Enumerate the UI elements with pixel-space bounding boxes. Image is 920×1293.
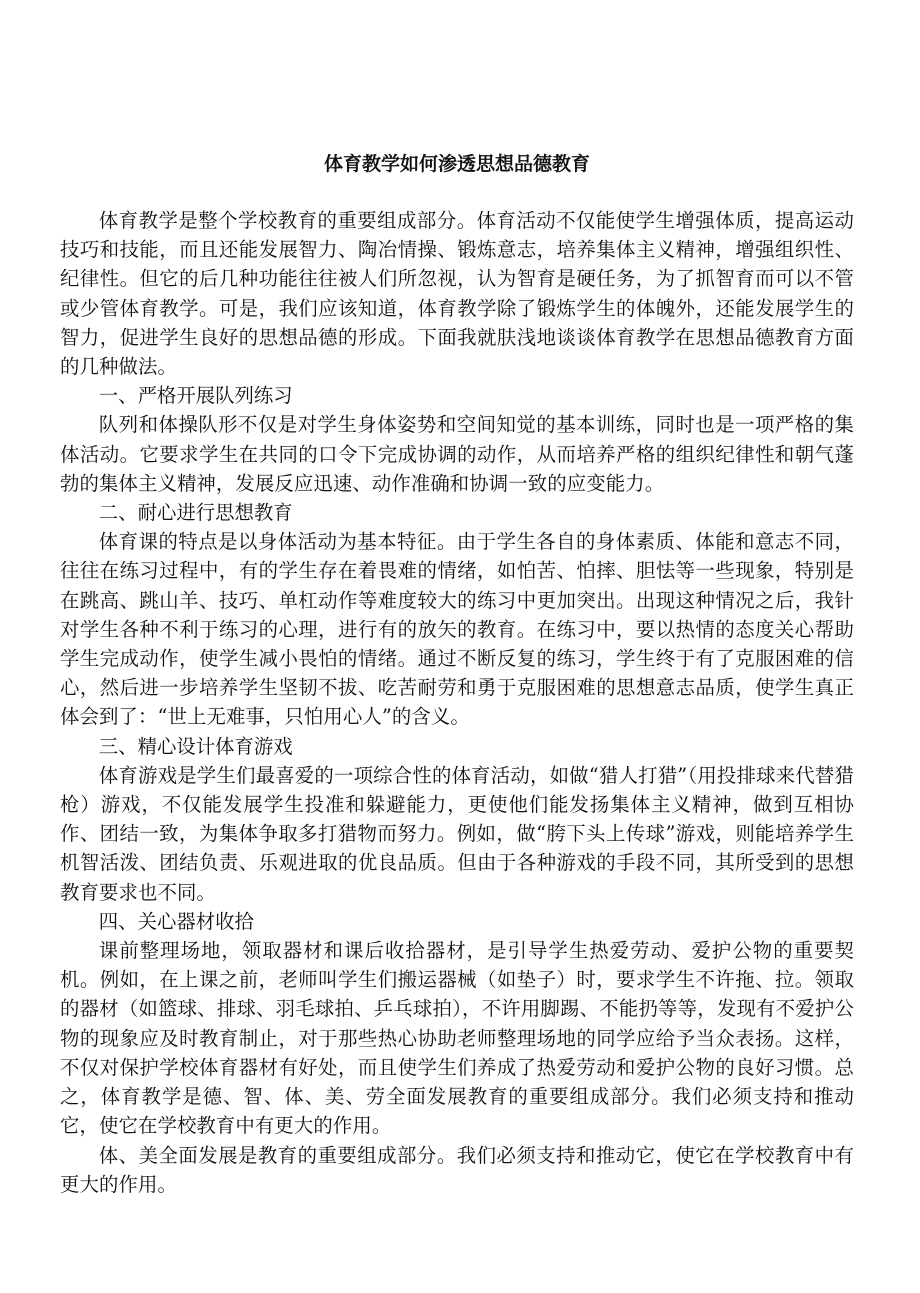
section-paragraph-3: 体育游戏是学生们最喜爱的一项综合性的体育活动，如做“猎人打猎”（用投排球来代替猎枪）游戏，不仅能发展学生投准和躲避能力，更使他们能发扬集体主义精神，做到互相协作、团结一致，为集体争取多打猎物而努力。例如，做“胯下头上传球”游戏，则能培养学生机智活泼、团结负责、乐观进取的优良品质。但由于各种游戏的手段不同，其所受到的思想教育要求也不同。 [60, 763, 854, 904]
closing-paragraph: 体、美全面发展是教育的重要组成部分。我们必须支持和推动它，使它在学校教育中有更大的作用。 [60, 1143, 854, 1196]
section-paragraph-1: 队列和体操队形不仅是对学生身体姿势和空间知觉的基本训练，同时也是一项严格的集体活动。它要求学生在共同的口令下完成协调的动作，从而培养严格的组织纪律性和朝气蓬勃的集体主义精神，发展反应迅速、动作准确和协调一致的应变能力。 [60, 413, 854, 495]
intro-paragraph: 体育教学是整个学校教育的重要组成部分。体育活动不仅能使学生增强体质，提高运动技巧和技能，而且还能发展智力、陶冶情操、锻炼意志，培养集体主义精神，增强组织性、纪律性。但它的后几种功能往往被人们所忽视，认为智育是硬任务，为了抓智育而可以不管或少管体育教学。可是，我们应该知道，体育教学除了锻炼学生的体魄外，还能发展学生的智力，促进学生良好的思想品德的形成。下面我就肤浅地谈谈体育教学在思想品德教育方面的几种做法。 [60, 209, 854, 379]
section-paragraph-2: 体育课的特点是以身体活动为基本特征。由于学生各自的身体素质、体能和意志不同，往往在练习过程中，有的学生存在着畏难的情绪，如怕苦、怕摔、胆怯等一些现象，特别是在跳高、跳山羊、技巧、单杠动作等难度较大的练习中更加突出。出现这种情况之后，我针对学生各种不利于练习的心理，进行有的放矢的教育。在练习中，要以热情的态度关心帮助学生完成动作，使学生减小畏怕的情绪。通过不断反复的练习，学生终于有了克服困难的信心，然后进一步培养学生坚韧不拔、吃苦耐劳和勇于克服困难的思想意志品质，使学生真正体会到了：“世上无难事，只怕用心人”的含义。 [60, 530, 854, 729]
document-title: 体育教学如何渗透思想品德教育 [323, 153, 590, 175]
document-page [60, 0, 854, 1293]
section-heading-1: 一、严格开展队列练习 [98, 384, 293, 408]
section-paragraph-4: 课前整理场地，领取器材和课后收拾器材，是引导学生热爱劳动、爱护公物的重要契机。例如，在上课之前，老师叫学生们搬运器械（如垫子）时，要求学生不许拖、拉。领取的器材（如篮球、排球、羽毛球拍、乒乓球拍），不许用脚踢、不能扔等等，发现有不爱护公物的现象应及时教育制止，对于那些热心协助老师整理场地的同学应给予当众表扬。这样，不仅对保护学校体育器材有好处，而且使学生们养成了热爱劳动和爱护公物的良好习惯。总之，体育教学是德、智、体、美、劳全面发展教育的重要组成部分。我们必须支持和推动它，使它在学校教育中有更大的作用。 [60, 939, 854, 1138]
section-heading-3: 三、精心设计体育游戏 [98, 734, 293, 758]
section-heading-2: 二、耐心进行思想教育 [98, 501, 293, 525]
section-heading-4: 四、关心器材收拾 [98, 909, 254, 933]
document-body [60, 206, 854, 1199]
